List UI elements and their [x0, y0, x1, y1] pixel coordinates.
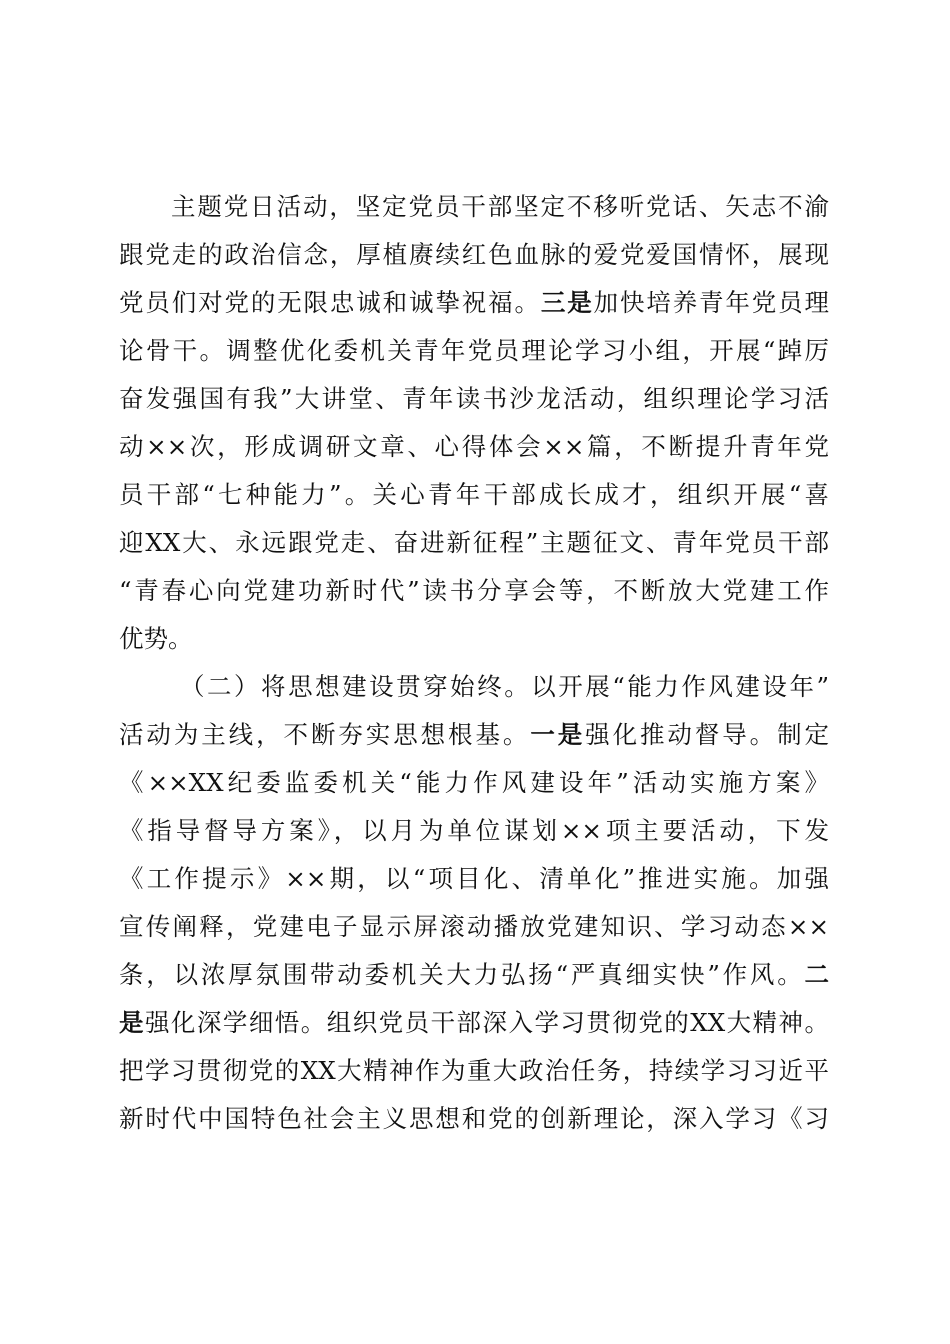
text-segment: 党员们对党的无限忠诚和诚挚祝福。 — [119, 288, 541, 317]
text-line: 《指导督导方案》，以月为单位谋划××项主要活动，下发 — [119, 816, 829, 845]
text-line: 跟党走的政治信念，厚植赓续红色血脉的爱党爱国情怀，展现 — [119, 240, 829, 269]
text-line: 《××XX纪委监委机关“能力作风建设年”活动实施方案》 — [119, 768, 829, 797]
text-line: 迎XX大、永远跟党走、奋进新征程”主题征文、青年党员干部 — [119, 528, 829, 557]
text-line: 奋发强国有我”大讲堂、青年读书沙龙活动，组织理论学习活 — [119, 384, 829, 413]
emphasis-marker: 二 — [804, 960, 829, 989]
text-line — [119, 715, 829, 755]
text-line: 论骨干。调整优化委机关青年党员理论学习小组，开展“踔厉 — [119, 336, 829, 365]
emphasis-marker: 三是 — [540, 288, 594, 317]
text-segment: 强化推动督导。制定 — [585, 720, 829, 749]
text-line: 动××次，形成调研文章、心得体会××篇，不断提升青年党 — [119, 432, 829, 461]
text-line: 主题党日活动，坚定党员干部坚定不移听党话、矢志不渝 — [171, 192, 829, 221]
text-line: 员干部“七种能力”。关心青年干部成长成才，组织开展“喜 — [119, 480, 829, 509]
text-line — [119, 283, 829, 323]
text-line: 新时代中国特色社会主义思想和党的创新理论，深入学习《习 — [119, 1104, 829, 1133]
text-line: 《工作提示》××期，以“项目化、清单化”推进实施。加强 — [119, 864, 829, 893]
emphasis-marker: 一是 — [530, 720, 586, 749]
text-segment: 强化深学细悟。组织党员干部深入学习贯彻党的XX大精神。 — [144, 1008, 829, 1037]
text-line — [119, 1003, 829, 1043]
text-segment: 活动为主线，不断夯实思想根基。 — [119, 720, 531, 749]
section-heading-line: （二）将思想建设贯穿始终。以开展“能力作风建设年” — [180, 672, 829, 701]
text-line: “青春心向党建功新时代”读书分享会等，不断放大党建工作 — [119, 576, 829, 605]
text-line: 宣传阐释，党建电子显示屏滚动播放党建知识、学习动态×× — [119, 912, 829, 941]
text-segment: 加快培养青年党员理 — [593, 288, 829, 317]
text-line — [119, 955, 829, 995]
text-line: 把学习贯彻党的XX大精神作为重大政治任务，持续学习习近平 — [119, 1056, 829, 1085]
text-line: 优势。 — [119, 624, 193, 653]
emphasis-marker: 是 — [119, 1008, 145, 1037]
text-segment: 条，以浓厚氛围带动委机关大力弘扬“严真细实快”作风。 — [119, 960, 805, 989]
